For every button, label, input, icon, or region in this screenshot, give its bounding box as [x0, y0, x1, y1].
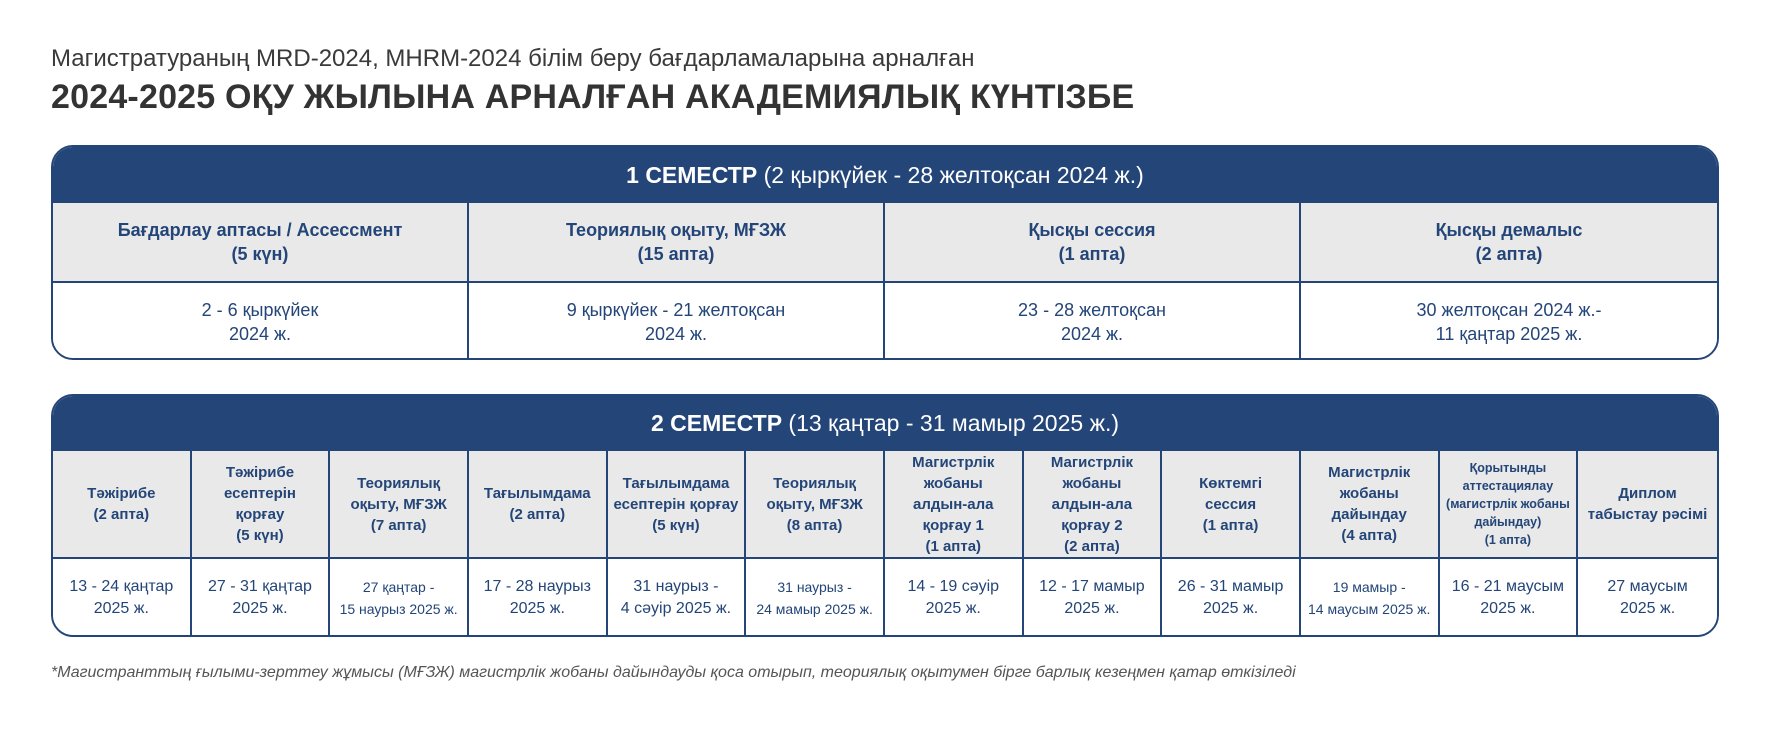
s1-date-cell: 30 желтоқсан 2024 ж.- 11 қаңтар 2025 ж.: [1301, 283, 1717, 360]
s2-date-cell: 13 - 24 қаңтар 2025 ж.: [53, 559, 192, 637]
s2-col-header: Теориялық оқыту, МҒЗЖ (7 апта): [330, 451, 469, 557]
s2-date-cell: 19 мамыр - 14 маусым 2025 ж.: [1301, 559, 1440, 637]
s2-date-cell: 31 наурыз - 4 сәуір 2025 ж.: [608, 559, 747, 637]
s1-date-cell: 9 қыркүйек - 21 желтоқсан 2024 ж.: [469, 283, 885, 360]
s2-date-cell: 17 - 28 наурыз 2025 ж.: [469, 559, 608, 637]
semester-1-dates-row: [53, 283, 1717, 360]
semester-1-header-row: [53, 203, 1717, 283]
s1-col-header: Қысқы демалыс (2 апта): [1301, 203, 1717, 281]
s2-date-cell: 27 қаңтар - 15 наурыз 2025 ж.: [330, 559, 469, 637]
page-title: 2024-2025 ОҚУ ЖЫЛЫНА АРНАЛҒАН АКАДЕМИЯЛЫҚ КҮНТІЗБЕ: [51, 78, 1135, 116]
semester-2-dates-row: [53, 559, 1717, 637]
semester-2-header-row: [53, 451, 1717, 559]
footnote: *Магистранттың ғылыми-зерттеу жұмысы (МҒЗЖ) магистрлік жобаны дайындауды қоса отырып, теориялық оқытумен бірге барлық кезеңмен қатар өткізіледі: [51, 664, 1296, 681]
s2-col-header: Тағылымдама есептерін қорғау (5 күн): [608, 451, 747, 557]
s2-date-cell: 31 наурыз - 24 мамыр 2025 ж.: [746, 559, 885, 637]
s1-date-cell: 2 - 6 қыркүйек 2024 ж.: [53, 283, 469, 360]
s2-col-header: Магистрлік жобаны алдын-ала қорғау 1 (1 апта): [885, 451, 1024, 557]
semester-2-header: [53, 396, 1717, 451]
s2-col-header: Қорытынды аттестациялау (магистрлік жобаны дайындау) (1 апта): [1440, 451, 1579, 557]
calendar-subtitle: Магистратураның MRD-2024, MHRM-2024 білім беру бағдарламаларына арналған: [51, 45, 975, 72]
s2-col-header: Диплом табыстау рәсімі: [1578, 451, 1717, 557]
s1-date-cell: 23 - 28 желтоқсан 2024 ж.: [885, 283, 1301, 360]
semester-1-header: [53, 147, 1717, 203]
s2-col-header: Тағылымдама (2 апта): [469, 451, 608, 557]
semester-2-label: 2 СЕМЕСТР: [650, 410, 783, 436]
semester-1-table: [51, 145, 1719, 360]
s2-date-cell: 12 - 17 мамыр 2025 ж.: [1024, 559, 1163, 637]
s1-col-header: Бағдарлау аптасы / Ассессмент (5 күн): [53, 203, 469, 281]
s2-col-header: Магистрлік жобаны алдын-ала қорғау 2 (2 апта): [1024, 451, 1163, 557]
s2-date-cell: 27 маусым 2025 ж.: [1578, 559, 1717, 637]
s1-col-header: Қысқы сессия (1 апта): [885, 203, 1301, 281]
s2-col-header: Магистрлік жобаны дайындау (4 апта): [1301, 451, 1440, 557]
semester-1-period: (2 қыркүйек - 28 желтоқсан 2024 ж.): [763, 162, 1144, 188]
s2-date-cell: 26 - 31 мамыр 2025 ж.: [1162, 559, 1301, 637]
s2-date-cell: 27 - 31 қаңтар 2025 ж.: [192, 559, 331, 637]
s1-col-header: Теориялық оқыту, МҒЗЖ (15 апта): [469, 203, 885, 281]
s2-col-header: Тәжірибе есептерін қорғау (5 күн): [192, 451, 331, 557]
semester-1-label: 1 СЕМЕСТР: [626, 162, 758, 188]
semester-2-table: [51, 394, 1719, 637]
semester-2-period: (13 қаңтар - 31 мамыр 2025 ж.): [788, 410, 1120, 436]
s2-col-header: Көктемгі сессия (1 апта): [1162, 451, 1301, 557]
s2-date-cell: 16 - 21 маусым 2025 ж.: [1440, 559, 1579, 637]
s2-col-header: Тәжірибе (2 апта): [53, 451, 192, 557]
s2-date-cell: 14 - 19 сәуір 2025 ж.: [885, 559, 1024, 637]
s2-col-header: Теориялық оқыту, МҒЗЖ (8 апта): [746, 451, 885, 557]
